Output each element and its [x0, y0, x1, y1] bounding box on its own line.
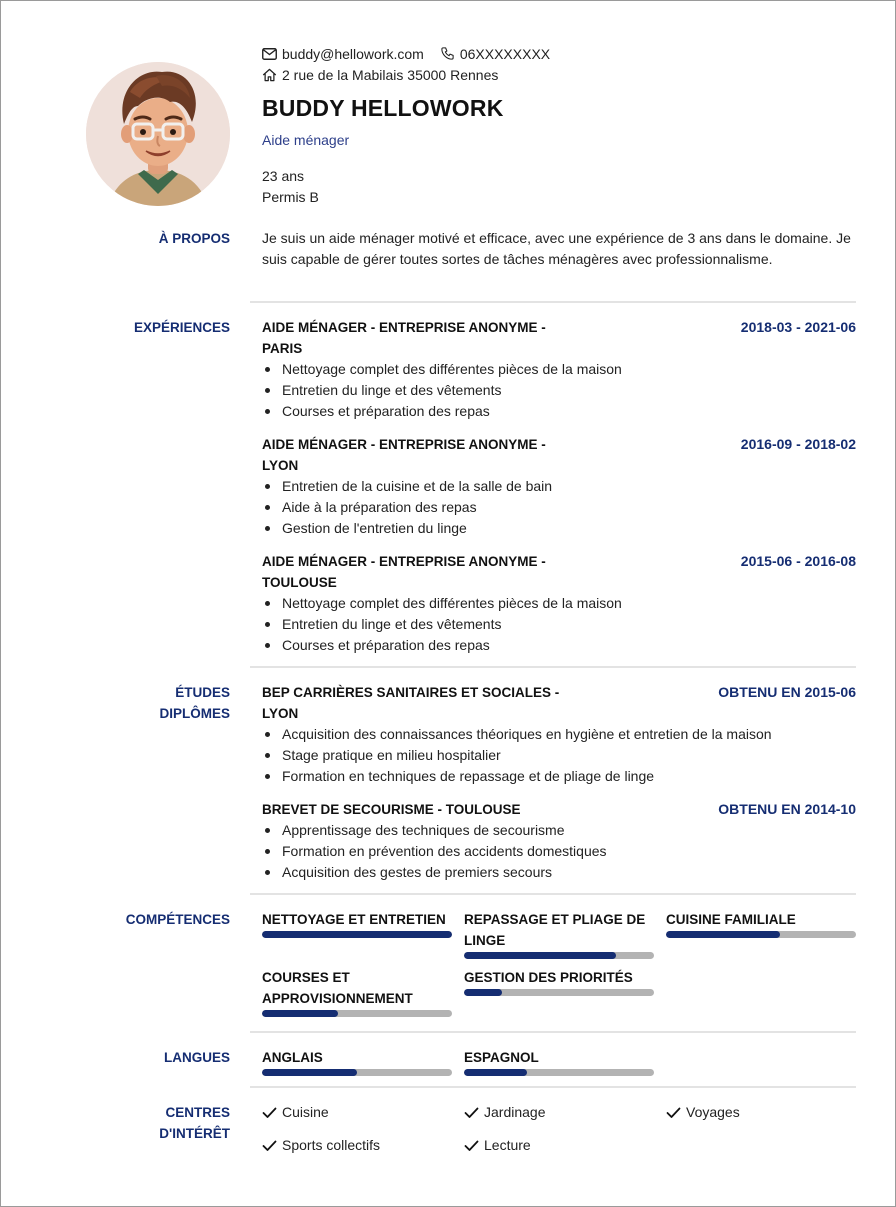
skill — [464, 967, 654, 1017]
bullet-item: Apprentissage des techniques de secourisme — [262, 820, 856, 841]
skill-bar — [464, 952, 654, 959]
skill-name: REPASSAGE ET PLIAGE DE LINGE — [464, 912, 646, 948]
bullet-item: Aide à la préparation des repas — [262, 497, 856, 518]
entry-bullets — [262, 820, 856, 883]
skill-bar — [262, 1010, 452, 1017]
entry-title: AIDE MÉNAGER - ENTREPRISE ANONYME - TOULOUSE — [262, 554, 546, 590]
address-text: 2 rue de la Mabilais 35000 Rennes — [282, 66, 499, 83]
skill-name: GESTION DES PRIORITÉS — [464, 970, 633, 985]
about-text: Je suis un aide ménager motivé et efficace, avec une expérience de 3 ans dans le domaine. Je suis capable de gérer toutes sortes de tâches ménagères avec professionnalisme. — [262, 230, 851, 267]
bullet-item: Entretien du linge et des vêtements — [262, 380, 856, 401]
entry-bullets — [262, 476, 856, 539]
interests-label-line1: CENTRES — [165, 1105, 230, 1120]
check-icon — [262, 1140, 277, 1152]
entry-title: BREVET DE SECOURISME - TOULOUSE — [262, 802, 521, 817]
skill-bar-fill — [464, 989, 502, 996]
entry-date: 2016-09 - 2018-02 — [740, 436, 856, 452]
education-label — [159, 682, 230, 724]
entry-header — [262, 682, 856, 724]
language-bar-fill — [464, 1069, 527, 1076]
check-icon — [666, 1107, 681, 1119]
language-name: ANGLAIS — [262, 1050, 323, 1065]
experience-list — [262, 317, 856, 668]
skill — [262, 909, 452, 959]
entry-bullets — [262, 359, 856, 422]
avatar — [86, 62, 230, 206]
skill-name: COURSES ET APPROVISIONNEMENT — [262, 970, 413, 1006]
skills-label: COMPÉTENCES — [125, 912, 230, 927]
interest-item — [262, 1135, 464, 1156]
education-entry — [262, 799, 856, 883]
interest-label: Lecture — [484, 1137, 531, 1153]
divider — [250, 893, 856, 895]
bullet-item: Formation en prévention des accidents domestiques — [262, 841, 856, 862]
interest-item — [464, 1102, 666, 1123]
interest-item — [262, 1102, 464, 1123]
skill-bar-fill — [464, 952, 616, 959]
skill-bar — [464, 989, 654, 996]
interest-label: Voyages — [686, 1104, 740, 1120]
language-bar — [262, 1069, 452, 1076]
skill — [666, 909, 856, 959]
interest-item — [464, 1135, 666, 1156]
email-text: buddy@hellowork.com — [282, 45, 424, 62]
interests-label-line2: D'INTÉRÊT — [159, 1126, 230, 1141]
interest-label: Sports collectifs — [282, 1137, 381, 1153]
mail-icon — [262, 48, 277, 60]
phone-icon — [440, 46, 455, 61]
check-icon — [464, 1140, 479, 1152]
email-contact — [262, 46, 424, 62]
skill — [464, 909, 654, 959]
age-text: 23 ans — [262, 168, 305, 184]
interests-label — [159, 1102, 230, 1144]
check-icon — [464, 1107, 479, 1119]
phone-text: 06XXXXXXXX — [459, 45, 551, 62]
entry-header — [262, 434, 856, 476]
entry-title: AIDE MÉNAGER - ENTREPRISE ANONYME - LYON — [262, 437, 546, 473]
skill-bar-fill — [666, 931, 780, 938]
entry-title: BEP CARRIÈRES SANITAIRES ET SOCIALES - LYON — [262, 685, 560, 721]
phone-contact — [440, 46, 550, 62]
home-icon — [262, 68, 277, 82]
entry-title: AIDE MÉNAGER - ENTREPRISE ANONYME - PARIS — [262, 320, 546, 356]
education-label-line1: ÉTUDES — [175, 685, 230, 700]
bullet-item: Entretien de la cuisine et de la salle de bain — [262, 476, 856, 497]
education-entry — [262, 682, 856, 787]
contact-line-2 — [262, 64, 856, 85]
bullet-item: Entretien du linge et des vêtements — [262, 614, 856, 635]
bullet-item: Gestion de l'entretien du linge — [262, 518, 856, 539]
personal-facts — [262, 166, 856, 208]
interests-grid — [262, 1102, 856, 1156]
entry-bullets — [262, 724, 856, 787]
experience-label: EXPÉRIENCES — [133, 320, 230, 335]
bullet-item: Nettoyage complet des différentes pièces de la maison — [262, 593, 856, 614]
skill-bar — [262, 931, 452, 938]
skill — [262, 967, 452, 1017]
divider — [250, 1031, 856, 1033]
bullet-item: Nettoyage complet des différentes pièces de la maison — [262, 359, 856, 380]
education-list — [262, 682, 856, 895]
address-contact — [262, 67, 498, 83]
bullet-item: Courses et préparation des repas — [262, 401, 856, 422]
interest-label: Cuisine — [282, 1104, 329, 1120]
experience-entry — [262, 317, 856, 422]
skill-name: CUISINE FAMILIALE — [666, 912, 796, 927]
skill-bar — [666, 931, 856, 938]
language — [262, 1047, 452, 1076]
language-name: ESPAGNOL — [464, 1050, 539, 1065]
language — [464, 1047, 654, 1076]
license-text: Permis B — [262, 189, 319, 205]
language-bar-fill — [262, 1069, 357, 1076]
interest-item — [666, 1102, 856, 1123]
education-label-line2: DIPLÔMES — [159, 706, 230, 721]
entry-header — [262, 551, 856, 593]
entry-date: OBTENU EN 2015-06 — [718, 684, 856, 700]
resume-header — [262, 43, 856, 208]
check-icon — [262, 1107, 277, 1119]
job-title: Aide ménager — [262, 132, 350, 148]
bullet-item: Acquisition des gestes de premiers secours — [262, 862, 856, 883]
avatar-illustration — [86, 62, 230, 206]
entry-header — [262, 317, 856, 359]
about-label: À PROPOS — [158, 231, 230, 246]
language-bar — [464, 1069, 654, 1076]
skill-name: NETTOYAGE ET ENTRETIEN — [262, 912, 446, 927]
bullet-item: Acquisition des connaissances théoriques en hygiène et entretien de la maison — [262, 724, 856, 745]
entry-bullets — [262, 593, 856, 656]
languages-grid — [262, 1047, 856, 1076]
languages-label: LANGUES — [163, 1050, 230, 1065]
entry-date: 2015-06 - 2016-08 — [740, 553, 856, 569]
divider — [250, 666, 856, 668]
skills-grid — [262, 909, 856, 1017]
skill-bar-fill — [262, 1010, 338, 1017]
entry-date: 2018-03 - 2021-06 — [740, 319, 856, 335]
bullet-item: Courses et préparation des repas — [262, 635, 856, 656]
divider — [250, 301, 856, 303]
experience-entry — [262, 434, 856, 539]
contact-line-1 — [262, 43, 856, 64]
candidate-name: BUDDY HELLOWORK — [262, 95, 504, 121]
experience-entry — [262, 551, 856, 656]
entry-date: OBTENU EN 2014-10 — [718, 801, 856, 817]
bullet-item: Stage pratique en milieu hospitalier — [262, 745, 856, 766]
entry-header — [262, 799, 856, 820]
bullet-item: Formation en techniques de repassage et de pliage de linge — [262, 766, 856, 787]
interest-label: Jardinage — [484, 1104, 546, 1120]
divider — [250, 1086, 856, 1088]
skill-bar-fill — [262, 931, 452, 938]
